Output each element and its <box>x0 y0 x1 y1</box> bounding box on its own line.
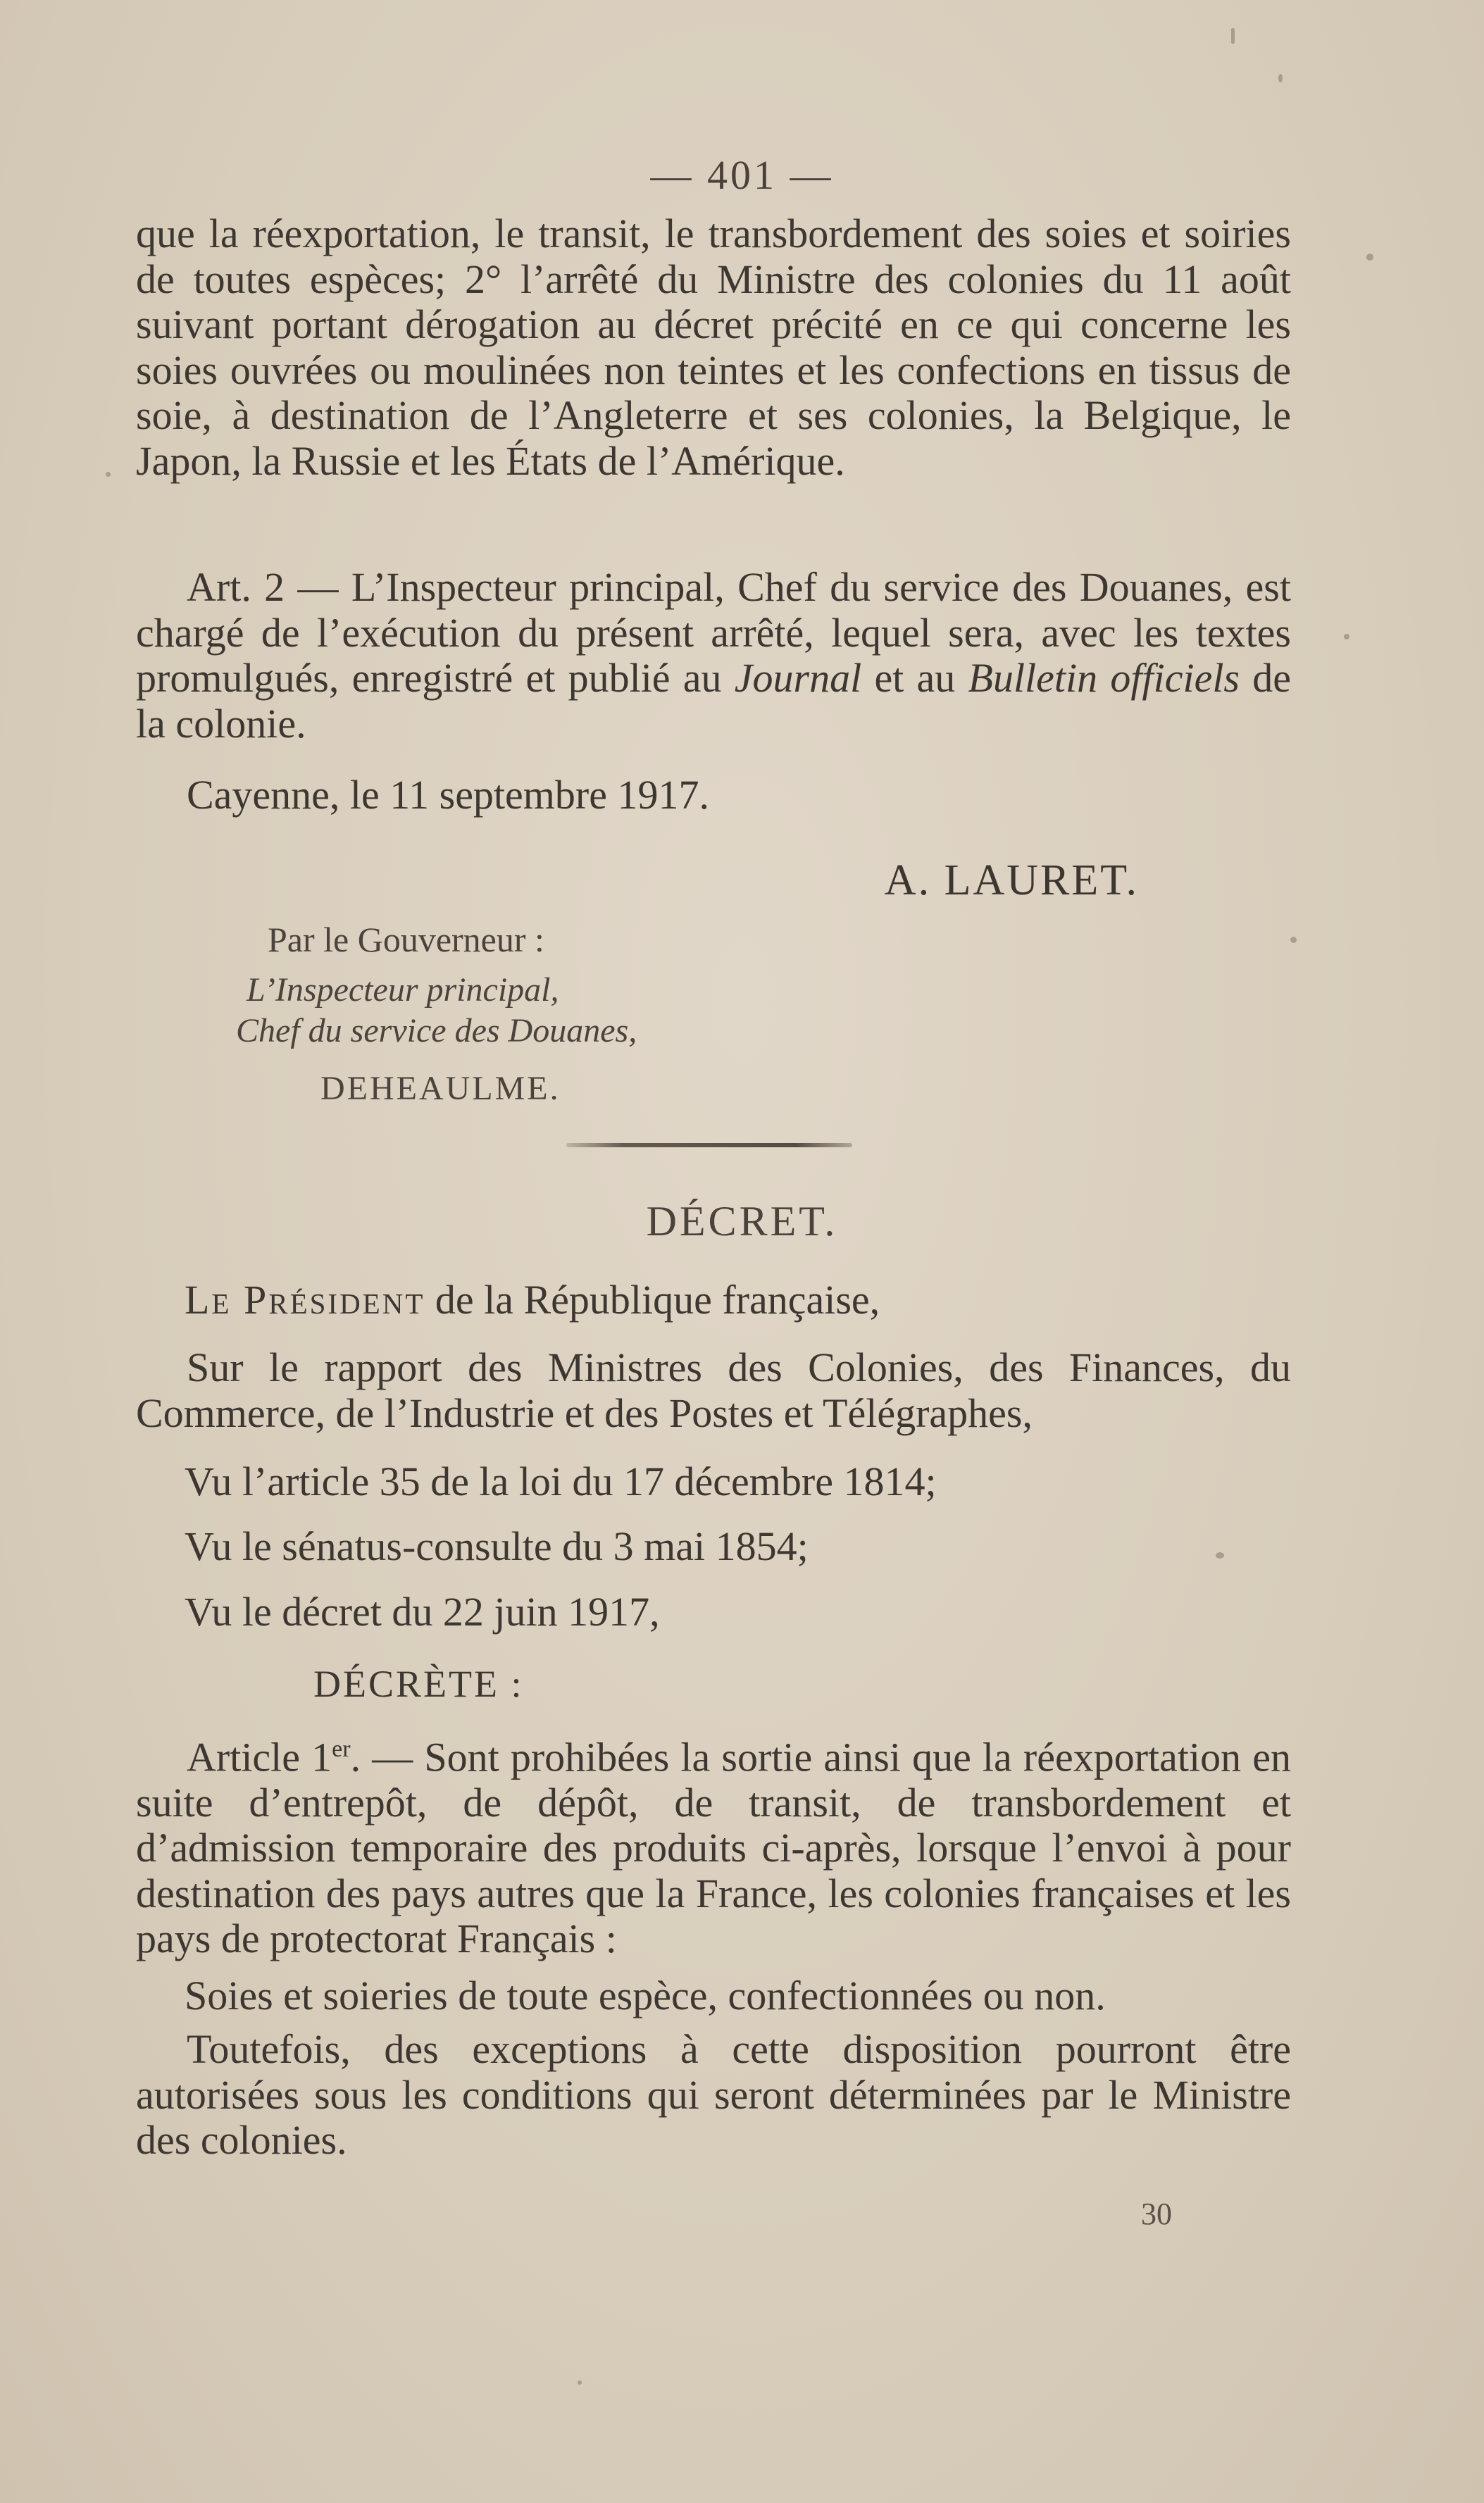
intro-paragraph: que la réexportation, le transit, le transbordement des soies et soiries de toutes espèces; 2° l’arrêté du Ministre des colonies du 11 août suivant portant dérogation au décret précité en ce qui concerne les soies ouvrées ou moulinées non teintes et les confections en tissus de soie, à destination de l’Angleterre et ses colonies, la Belgique, le Japon, la Russie et les États de l’Amérique. <box>136 211 1291 484</box>
president-smallcaps: Le Président <box>185 1277 425 1323</box>
toutefois-paragraph <box>136 2027 1291 2164</box>
by-governor-line: Par le Gouverneur : <box>268 920 544 959</box>
article-2-text-before: Art. 2 — L’Inspecteur principal, Chef du service des Douanes, est chargé de l’exécution du présent arrêté, lequel sera, avec les textes promulgués, enregistré et publié au <box>136 564 1291 701</box>
inspector-title-line-1: L’Inspecteur principal, <box>247 971 559 1009</box>
section-divider <box>566 1143 852 1147</box>
article-2-bulletin: Bulletin officiels <box>968 655 1240 701</box>
paper-speck <box>1366 254 1373 261</box>
paper-speck <box>578 2380 582 2385</box>
article-2-paragraph <box>136 565 1291 747</box>
toutefois-text: Toutefois, des exceptions à cette disposition pourront être autorisées sous les conditions qui seront déterminées par le Ministre des colonies. <box>136 2026 1291 2163</box>
president-line <box>185 1276 880 1323</box>
article-1-text: . — Sont prohibées la sortie ainsi que la réexportation en suite d’entrepôt, de dépôt, de transit, de transbordement et d’admission temporaire des produits ci-après, lorsque l’envoi à pour destination des pays autres que la France, les colonies françaises et les pays de protectorat Français : <box>136 1734 1291 1962</box>
page-header-number: — 401 — <box>650 152 834 198</box>
place-date: Cayenne, le 11 septembre 1917. <box>187 772 709 818</box>
article-2-text-middle: et au <box>861 655 968 701</box>
signature-mark: 30 <box>1141 2197 1172 2231</box>
article-2-journal: Journal <box>734 655 862 701</box>
paper-speck <box>106 472 111 477</box>
inspector-signature: DEHEAULME. <box>320 1070 561 1107</box>
paper-speck <box>1231 28 1235 44</box>
vu-line-2: Vu le sénatus-consulte du 3 mai 1854; <box>185 1523 809 1569</box>
paper-speck <box>1278 74 1283 82</box>
article-1-superscript: er <box>332 1736 351 1762</box>
decree-title: DÉCRET. <box>646 1198 838 1244</box>
inspector-title-line-2: Chef du service des Douanes, <box>236 1012 637 1049</box>
article-1-paragraph <box>136 1727 1291 1962</box>
vu-line-3: Vu le décret du 22 juin 1917, <box>185 1589 660 1635</box>
article-1-label: Article 1 <box>187 1734 332 1780</box>
paper-speck <box>1290 937 1297 943</box>
paper-speck <box>1344 634 1349 639</box>
soies-line: Soies et soieries de toute espèce, confectionnées ou non. <box>185 1973 1106 2018</box>
paper-speck <box>1216 1552 1224 1559</box>
president-rest: de la République française, <box>425 1277 880 1323</box>
article-2-text-after: de la colonie. <box>136 655 1291 747</box>
report-paragraph <box>136 1345 1291 1436</box>
vu-line-1: Vu l’article 35 de la loi du 17 décembre 1814; <box>185 1459 937 1504</box>
governor-signature: A. LAURET. <box>884 856 1139 904</box>
decrete-heading: DÉCRÈTE : <box>313 1663 524 1705</box>
report-text: Sur le rapport des Ministres des Colonies, des Finances, du Commerce, de l’Industrie et des Postes et Télégraphes, <box>136 1344 1291 1436</box>
